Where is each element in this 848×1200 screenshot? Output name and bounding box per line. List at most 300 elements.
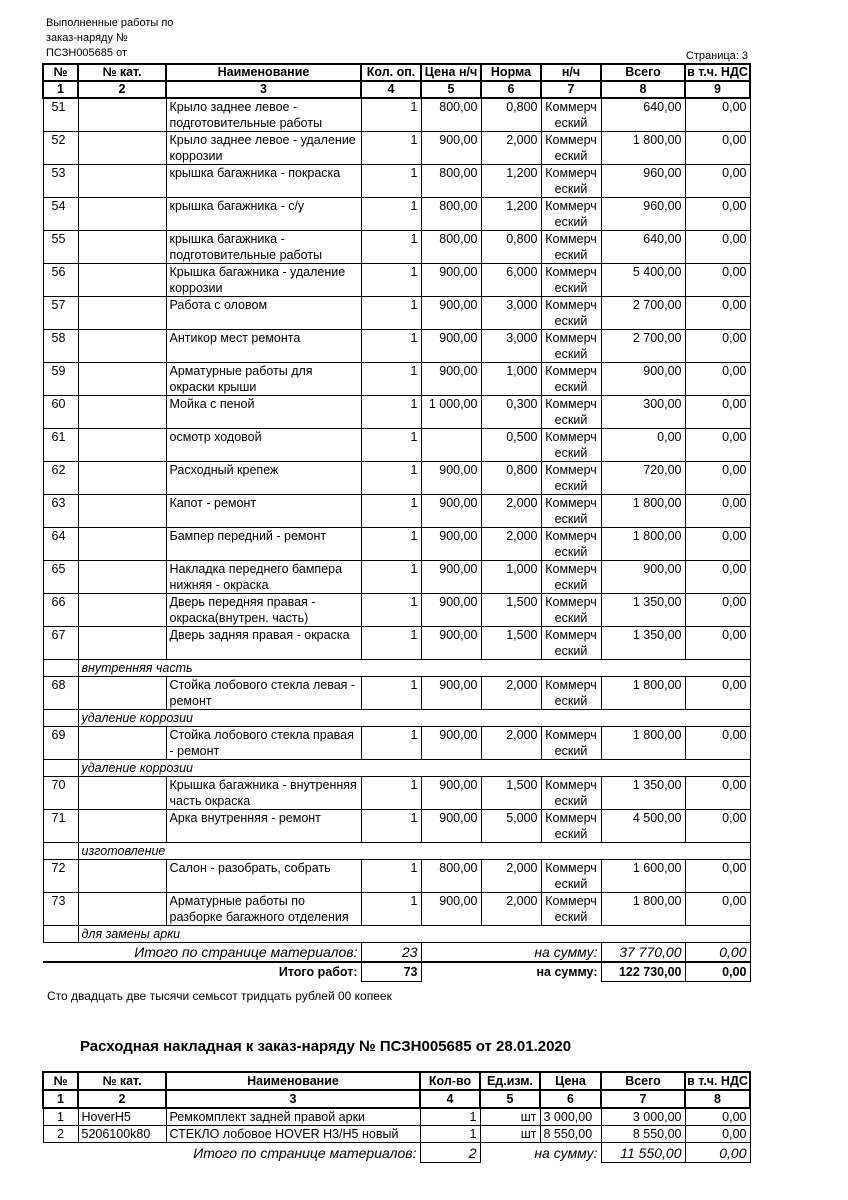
works-total-label: Итого работ: [278,965,358,979]
table-row [43,893,750,926]
norm-hours: 2,000 [481,727,541,760]
row-total: 900,00 [601,363,685,396]
table-row [43,330,750,363]
col-header: № кат. [78,1072,166,1090]
hour-type [541,198,601,231]
operation-count: 1 [361,330,421,363]
catalog-number [78,198,166,231]
row-total: 960,00 [601,198,685,231]
hour-type-text: Коммерческий [545,100,597,130]
norm-hours: 1,000 [481,363,541,396]
row-number: 61 [43,429,78,462]
hour-type [541,627,601,660]
row-note: удаление коррозии [78,760,750,777]
operation-count: 1 [361,165,421,198]
table-row [43,198,750,231]
row-vat: 0,00 [685,231,750,264]
row-vat: 0,00 [685,297,750,330]
price-per-hour: 800,00 [421,98,481,132]
row-vat: 0,00 [685,132,750,165]
page-total-vat: 0,00 [685,943,750,963]
material-name: СТЕКЛО лобовое HOVER H3/H5 новый [166,1126,420,1143]
amount-in-words: Сто двадцать две тысячи семьсот тридцать рублей 00 копеек [47,989,392,1003]
row-number: 65 [43,561,78,594]
hour-type-text: Коммерческий [545,811,597,841]
row-vat: 0,00 [685,495,750,528]
operation-count: 1 [361,810,421,843]
hour-type-text: Коммерческий [545,861,597,891]
row-total: 640,00 [601,98,685,132]
hour-type-text: Коммерческий [545,595,597,625]
col-header: № [43,64,78,81]
hour-type [541,231,601,264]
price-per-hour: 900,00 [421,594,481,627]
work-name: Крышка багажника - внутренняя часть окраска [166,777,361,810]
col-number: 3 [166,1090,420,1108]
work-name: крышка багажника - с/у [166,198,361,231]
note-spacer [43,843,78,860]
work-name: Работа с оловом [166,297,361,330]
price-per-hour: 900,00 [421,727,481,760]
table-row [43,264,750,297]
table-row [43,363,750,396]
hour-type [541,594,601,627]
col-number: 6 [481,81,541,98]
row-total: 960,00 [601,165,685,198]
row-total: 1 800,00 [601,727,685,760]
hour-type [541,677,601,710]
page-total-row [43,943,750,963]
hour-type-text: Коммерческий [545,562,597,592]
col-header: Цена н/ч [421,64,481,81]
work-name: осмотр ходовой [166,429,361,462]
row-vat: 0,00 [685,330,750,363]
hour-type [541,98,601,132]
col-header: Всего [601,1072,685,1090]
note-row [43,710,750,727]
row-total: 900,00 [601,561,685,594]
operation-count: 1 [361,429,421,462]
norm-hours: 0,300 [481,396,541,429]
hour-type [541,396,601,429]
hour-type [541,528,601,561]
row-number: 72 [43,860,78,893]
norm-hours: 0,500 [481,429,541,462]
row-number: 60 [43,396,78,429]
catalog-number [78,297,166,330]
hour-type [541,165,601,198]
row-number: 73 [43,893,78,926]
hour-type [541,495,601,528]
row-note: для замены арки [78,926,750,943]
col-header: Наименование [166,64,361,81]
row-number: 71 [43,810,78,843]
catalog-number [78,777,166,810]
quantity: 1 [420,1126,480,1143]
catalog-number [78,594,166,627]
title-line: Выполненные работы по [46,17,174,29]
col-number: 7 [601,1090,685,1108]
hour-type-text: Коммерческий [545,778,597,808]
table-row [43,594,750,627]
col-header: № кат. [78,64,166,81]
row-vat: 0,00 [685,363,750,396]
header-row [43,1072,750,1090]
hour-type [541,893,601,926]
note-spacer [43,660,78,677]
row-vat: 0,00 [685,1126,750,1143]
hour-type-text: Коммерческий [545,430,597,460]
row-number: 70 [43,777,78,810]
hour-type-text: Коммерческий [545,894,597,924]
invoice-table [42,1071,751,1163]
row-vat: 0,00 [685,198,750,231]
table-row [43,396,750,429]
hour-type-text: Коммерческий [545,678,597,708]
norm-hours: 0,800 [481,462,541,495]
operation-count: 1 [361,677,421,710]
table-row [43,297,750,330]
col-header: н/ч [541,64,601,81]
row-total: 5 400,00 [601,264,685,297]
row-number: 59 [43,363,78,396]
row-total: 640,00 [601,231,685,264]
table-row [43,528,750,561]
table-row [43,627,750,660]
document-title [46,16,173,61]
note-row [43,926,750,943]
table-row [43,677,750,710]
row-vat: 0,00 [685,777,750,810]
norm-hours: 1,500 [481,594,541,627]
price-per-hour: 800,00 [421,860,481,893]
row-number: 64 [43,528,78,561]
operation-count: 1 [361,98,421,132]
hour-type-text: Коммерческий [545,496,597,526]
price: 8 550,00 [540,1126,601,1143]
work-name: Стойка лобового стекла левая - ремонт [166,677,361,710]
column-number-row [43,81,750,98]
catalog-number [78,627,166,660]
row-number: 53 [43,165,78,198]
work-name: Мойка с пеной [166,396,361,429]
row-total: 1 600,00 [601,860,685,893]
hour-type-text: Коммерческий [545,628,597,658]
catalog-number [78,495,166,528]
hour-type [541,132,601,165]
row-number: 57 [43,297,78,330]
price-per-hour: 900,00 [421,561,481,594]
col-number: 7 [541,81,601,98]
price-per-hour [421,429,481,462]
col-number: 5 [421,81,481,98]
price-per-hour: 900,00 [421,297,481,330]
row-total: 4 500,00 [601,810,685,843]
row-total: 300,00 [601,396,685,429]
row-total: 3 000,00 [601,1108,685,1126]
work-name: Стойка лобового стекла правая - ремонт [166,727,361,760]
hour-type-text: Коммерческий [545,364,597,394]
invoice-total-qty: 2 [420,1143,480,1163]
hour-type-text: Коммерческий [545,463,597,493]
norm-hours: 5,000 [481,810,541,843]
invoice-total-sum-label: на сумму: [534,1144,598,1161]
invoice-total-sum: 11 550,00 [601,1143,685,1163]
price-per-hour: 900,00 [421,363,481,396]
title-line: заказ-наряду № [46,32,128,44]
work-name: Крыло заднее левое - подготовительные работы [166,98,361,132]
col-header: № [43,1072,78,1090]
row-vat: 0,00 [685,396,750,429]
row-total: 2 700,00 [601,297,685,330]
price-per-hour: 900,00 [421,777,481,810]
work-name: Расходный крепеж [166,462,361,495]
operation-count: 1 [361,893,421,926]
catalog-number [78,98,166,132]
hour-type-text: Коммерческий [545,133,597,163]
row-total: 1 800,00 [601,495,685,528]
row-number: 1 [43,1108,78,1126]
hour-type [541,727,601,760]
row-vat: 0,00 [685,1108,750,1126]
table-row [43,727,750,760]
catalog-number [78,330,166,363]
norm-hours: 1,500 [481,627,541,660]
row-number: 52 [43,132,78,165]
works-total-vat: 0,00 [685,962,750,982]
hour-type-text: Коммерческий [545,397,597,427]
row-vat: 0,00 [685,528,750,561]
row-total: 1 800,00 [601,677,685,710]
hour-type-text: Коммерческий [545,728,597,758]
catalog-number: 5206100k80 [78,1126,166,1143]
row-number: 62 [43,462,78,495]
norm-hours: 2,000 [481,528,541,561]
row-number: 54 [43,198,78,231]
price-per-hour: 800,00 [421,231,481,264]
unit: шт [480,1126,540,1143]
work-name: Накладка переднего бампера нижняя - окраска [166,561,361,594]
operation-count: 1 [361,627,421,660]
table-row [43,495,750,528]
row-vat: 0,00 [685,860,750,893]
work-name: крышка багажника - подготовительные работы [166,231,361,264]
row-vat: 0,00 [685,594,750,627]
col-header: в т.ч. НДС [685,1072,750,1090]
row-total: 1 800,00 [601,132,685,165]
norm-hours: 3,000 [481,330,541,363]
norm-hours: 1,200 [481,165,541,198]
row-note: изготовление [78,843,750,860]
row-number: 55 [43,231,78,264]
operation-count: 1 [361,363,421,396]
col-number: 1 [43,81,78,98]
row-vat: 0,00 [685,165,750,198]
catalog-number [78,462,166,495]
operation-count: 1 [361,594,421,627]
table-row [43,132,750,165]
operation-count: 1 [361,198,421,231]
col-number: 4 [361,81,421,98]
quantity: 1 [420,1108,480,1126]
operation-count: 1 [361,860,421,893]
hour-type-text: Коммерческий [545,199,597,229]
column-number-row [43,1090,750,1108]
price-per-hour: 800,00 [421,198,481,231]
operation-count: 1 [361,561,421,594]
price: 3 000,00 [540,1108,601,1126]
col-header: Норма [481,64,541,81]
col-number: 8 [601,81,685,98]
note-row [43,843,750,860]
table-row [43,561,750,594]
row-total: 2 700,00 [601,330,685,363]
note-spacer [43,710,78,727]
invoice-total-row [43,1143,750,1163]
catalog-number [78,363,166,396]
price-per-hour: 900,00 [421,264,481,297]
row-total: 1 800,00 [601,528,685,561]
note-row [43,660,750,677]
price-per-hour: 900,00 [421,627,481,660]
works-total-sum-label: на сумму: [536,965,598,979]
row-number: 67 [43,627,78,660]
catalog-number [78,727,166,760]
row-note: внутренняя часть [78,660,750,677]
catalog-number [78,429,166,462]
work-name: Бампер передний - ремонт [166,528,361,561]
note-row [43,760,750,777]
row-number: 68 [43,677,78,710]
note-spacer [43,760,78,777]
table-row [43,231,750,264]
invoice-title: Расходная накладная к заказ-наряду № ПСЗН005685 от 28.01.2020 [80,1038,572,1055]
work-name: Салон - разобрать, собрать [166,860,361,893]
price-per-hour: 900,00 [421,810,481,843]
price-per-hour: 900,00 [421,528,481,561]
row-total: 1 350,00 [601,594,685,627]
row-vat: 0,00 [685,264,750,297]
norm-hours: 3,000 [481,297,541,330]
col-number: 3 [166,81,361,98]
price-per-hour: 900,00 [421,132,481,165]
work-name: Арматурные работы для окраски крыши [166,363,361,396]
operation-count: 1 [361,727,421,760]
page-total-sum: 37 770,00 [601,943,685,963]
note-spacer [43,926,78,943]
catalog-number [78,264,166,297]
table-row [43,810,750,843]
material-name: Ремкомплект задней правой арки [166,1108,420,1126]
row-vat: 0,00 [685,561,750,594]
catalog-number [78,132,166,165]
catalog-number [78,165,166,198]
hour-type-text: Коммерческий [545,265,597,295]
col-header: Цена [540,1072,601,1090]
hour-type-text: Коммерческий [545,232,597,262]
work-name: крышка багажника - покраска [166,165,361,198]
row-number: 56 [43,264,78,297]
norm-hours: 0,800 [481,231,541,264]
price-per-hour: 800,00 [421,165,481,198]
row-vat: 0,00 [685,677,750,710]
col-header: Кол. оп. [361,64,421,81]
hour-type [541,777,601,810]
hour-type [541,561,601,594]
col-header: Кол-во [420,1072,480,1090]
row-total: 1 800,00 [601,893,685,926]
hour-type [541,860,601,893]
page-total-sum-label: на сумму: [421,943,601,963]
row-total: 1 350,00 [601,627,685,660]
work-name: Дверь задняя правая - окраска [166,627,361,660]
norm-hours: 6,000 [481,264,541,297]
operation-count: 1 [361,231,421,264]
hour-type-text: Коммерческий [545,331,597,361]
catalog-number [78,561,166,594]
col-header: Наименование [166,1072,420,1090]
price-per-hour: 900,00 [421,330,481,363]
work-name: Антикор мест ремонта [166,330,361,363]
col-number: 6 [540,1090,601,1108]
hour-type [541,429,601,462]
invoice-total-vat: 0,00 [685,1143,750,1163]
operation-count: 1 [361,462,421,495]
catalog-number [78,677,166,710]
row-total: 8 550,00 [601,1126,685,1143]
catalog-number [78,810,166,843]
price-per-hour: 1 000,00 [421,396,481,429]
norm-hours: 1,200 [481,198,541,231]
col-number: 9 [685,81,750,98]
catalog-number [78,231,166,264]
norm-hours: 0,800 [481,98,541,132]
table-row [43,165,750,198]
hour-type [541,810,601,843]
catalog-number [78,860,166,893]
row-vat: 0,00 [685,727,750,760]
work-name: Дверь передняя правая - окраска(внутрен. часть) [166,594,361,627]
invoice-total-label: Итого по странице материалов: [193,1144,417,1161]
operation-count: 1 [361,495,421,528]
col-number: 2 [78,1090,166,1108]
page-total-qty: 23 [361,943,421,963]
row-note: удаление коррозии [78,710,750,727]
row-number: 66 [43,594,78,627]
table-row [43,1108,750,1126]
row-vat: 0,00 [685,98,750,132]
operation-count: 1 [361,396,421,429]
norm-hours: 2,000 [481,495,541,528]
hour-type [541,462,601,495]
catalog-number: HoverH5 [78,1108,166,1126]
hour-type-text: Коммерческий [545,298,597,328]
unit: шт [480,1108,540,1126]
hour-type-text: Коммерческий [545,529,597,559]
norm-hours: 2,000 [481,860,541,893]
col-number: 4 [420,1090,480,1108]
hour-type [541,363,601,396]
row-total: 720,00 [601,462,685,495]
col-number: 5 [480,1090,540,1108]
row-total: 1 350,00 [601,777,685,810]
operation-count: 1 [361,264,421,297]
works-table [42,63,751,982]
col-header: в т.ч. НДС [685,64,750,81]
works-total-sum: 122 730,00 [601,962,685,982]
row-vat: 0,00 [685,627,750,660]
page-total-label: Итого по странице материалов: [43,943,361,963]
